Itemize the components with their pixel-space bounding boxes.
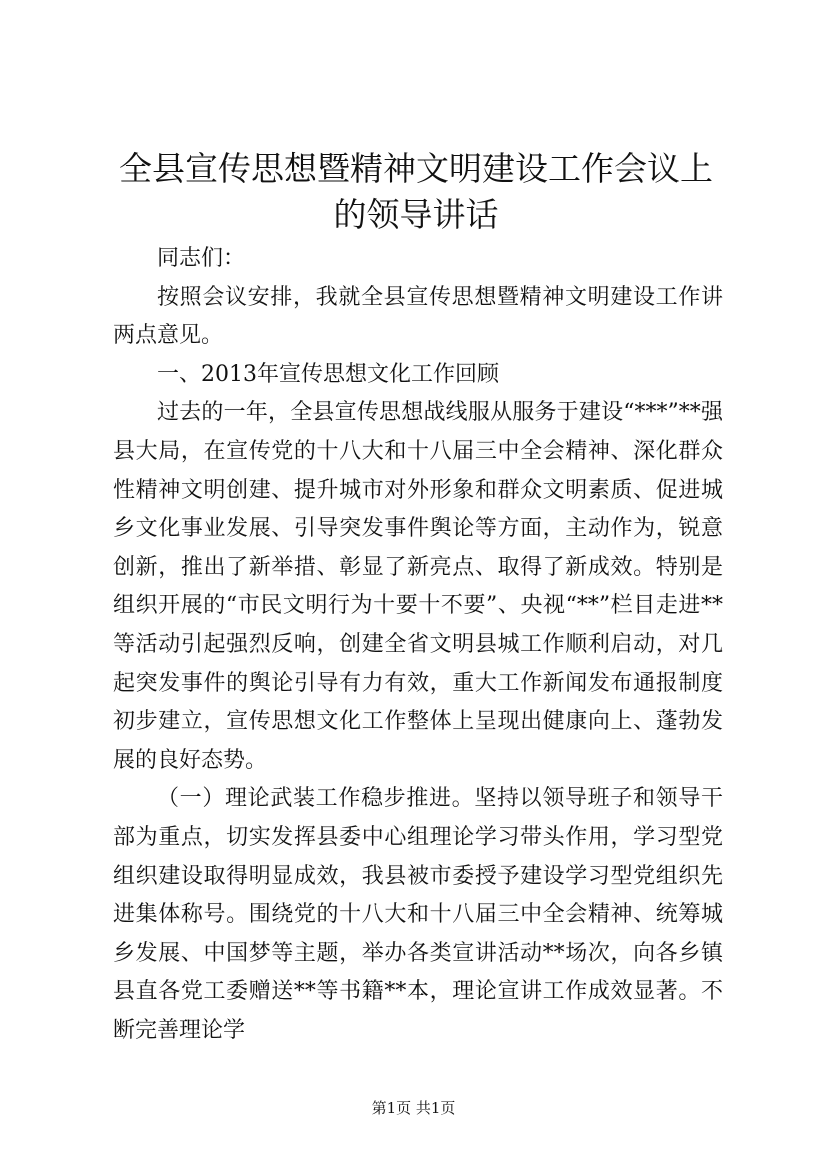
intro-paragraph: 按照会议安排，我就全县宣传思想暨精神文明建设工作讲两点意见。 <box>113 284 723 349</box>
document-title: 全县宣传思想暨精神文明建设工作会议上的领导讲话 <box>119 149 713 234</box>
section-heading: 一、2013年宣传思想文化工作回顾 <box>157 361 499 387</box>
document-body <box>113 240 723 1050</box>
theory-paragraph: （一）理论武装工作稳步推进。坚持以领导班子和领导干部为重点，切实发挥县委中心组理论学习带头作用，学习型党组织建设取得明显成效，我县被市委授予建设学习型党组织先进集体称号。围绕党的十八大和十八届三中全会精神、统筹城乡发展、中国梦等主题，举办各类宣讲活动**场次，向各乡镇县直各党工委赠送**等书籍**本，理论宣讲工作成效显著。不断完善理论学 <box>113 786 723 1043</box>
review-paragraph: 过去的一年，全县宣传思想战线服从服务于建设“***”**强县大局，在宣传党的十八大和十八届三中全会精神、深化群众性精神文明创建、提升城市对外形象和群众文明素质、促进城乡文化事业发展、引导突发事件舆论等方面，主动作为，锐意创新，推出了新举措、彰显了新亮点、取得了新成效。特别是组织开展的“市民文明行为十要十不要”、央视“**”栏目走进**等活动引起强烈反响，创建全省文明县城工作顺利启动，对几起突发事件的舆论引导有力有效，重大工作新闻发布通报制度初步建立，宣传思想文化工作整体上呈现出健康向上、蓬勃发展的良好态势。 <box>113 400 723 773</box>
salutation-paragraph: 同志们： <box>157 246 246 271</box>
page-footer: 第1页 共1页 <box>371 1099 456 1117</box>
